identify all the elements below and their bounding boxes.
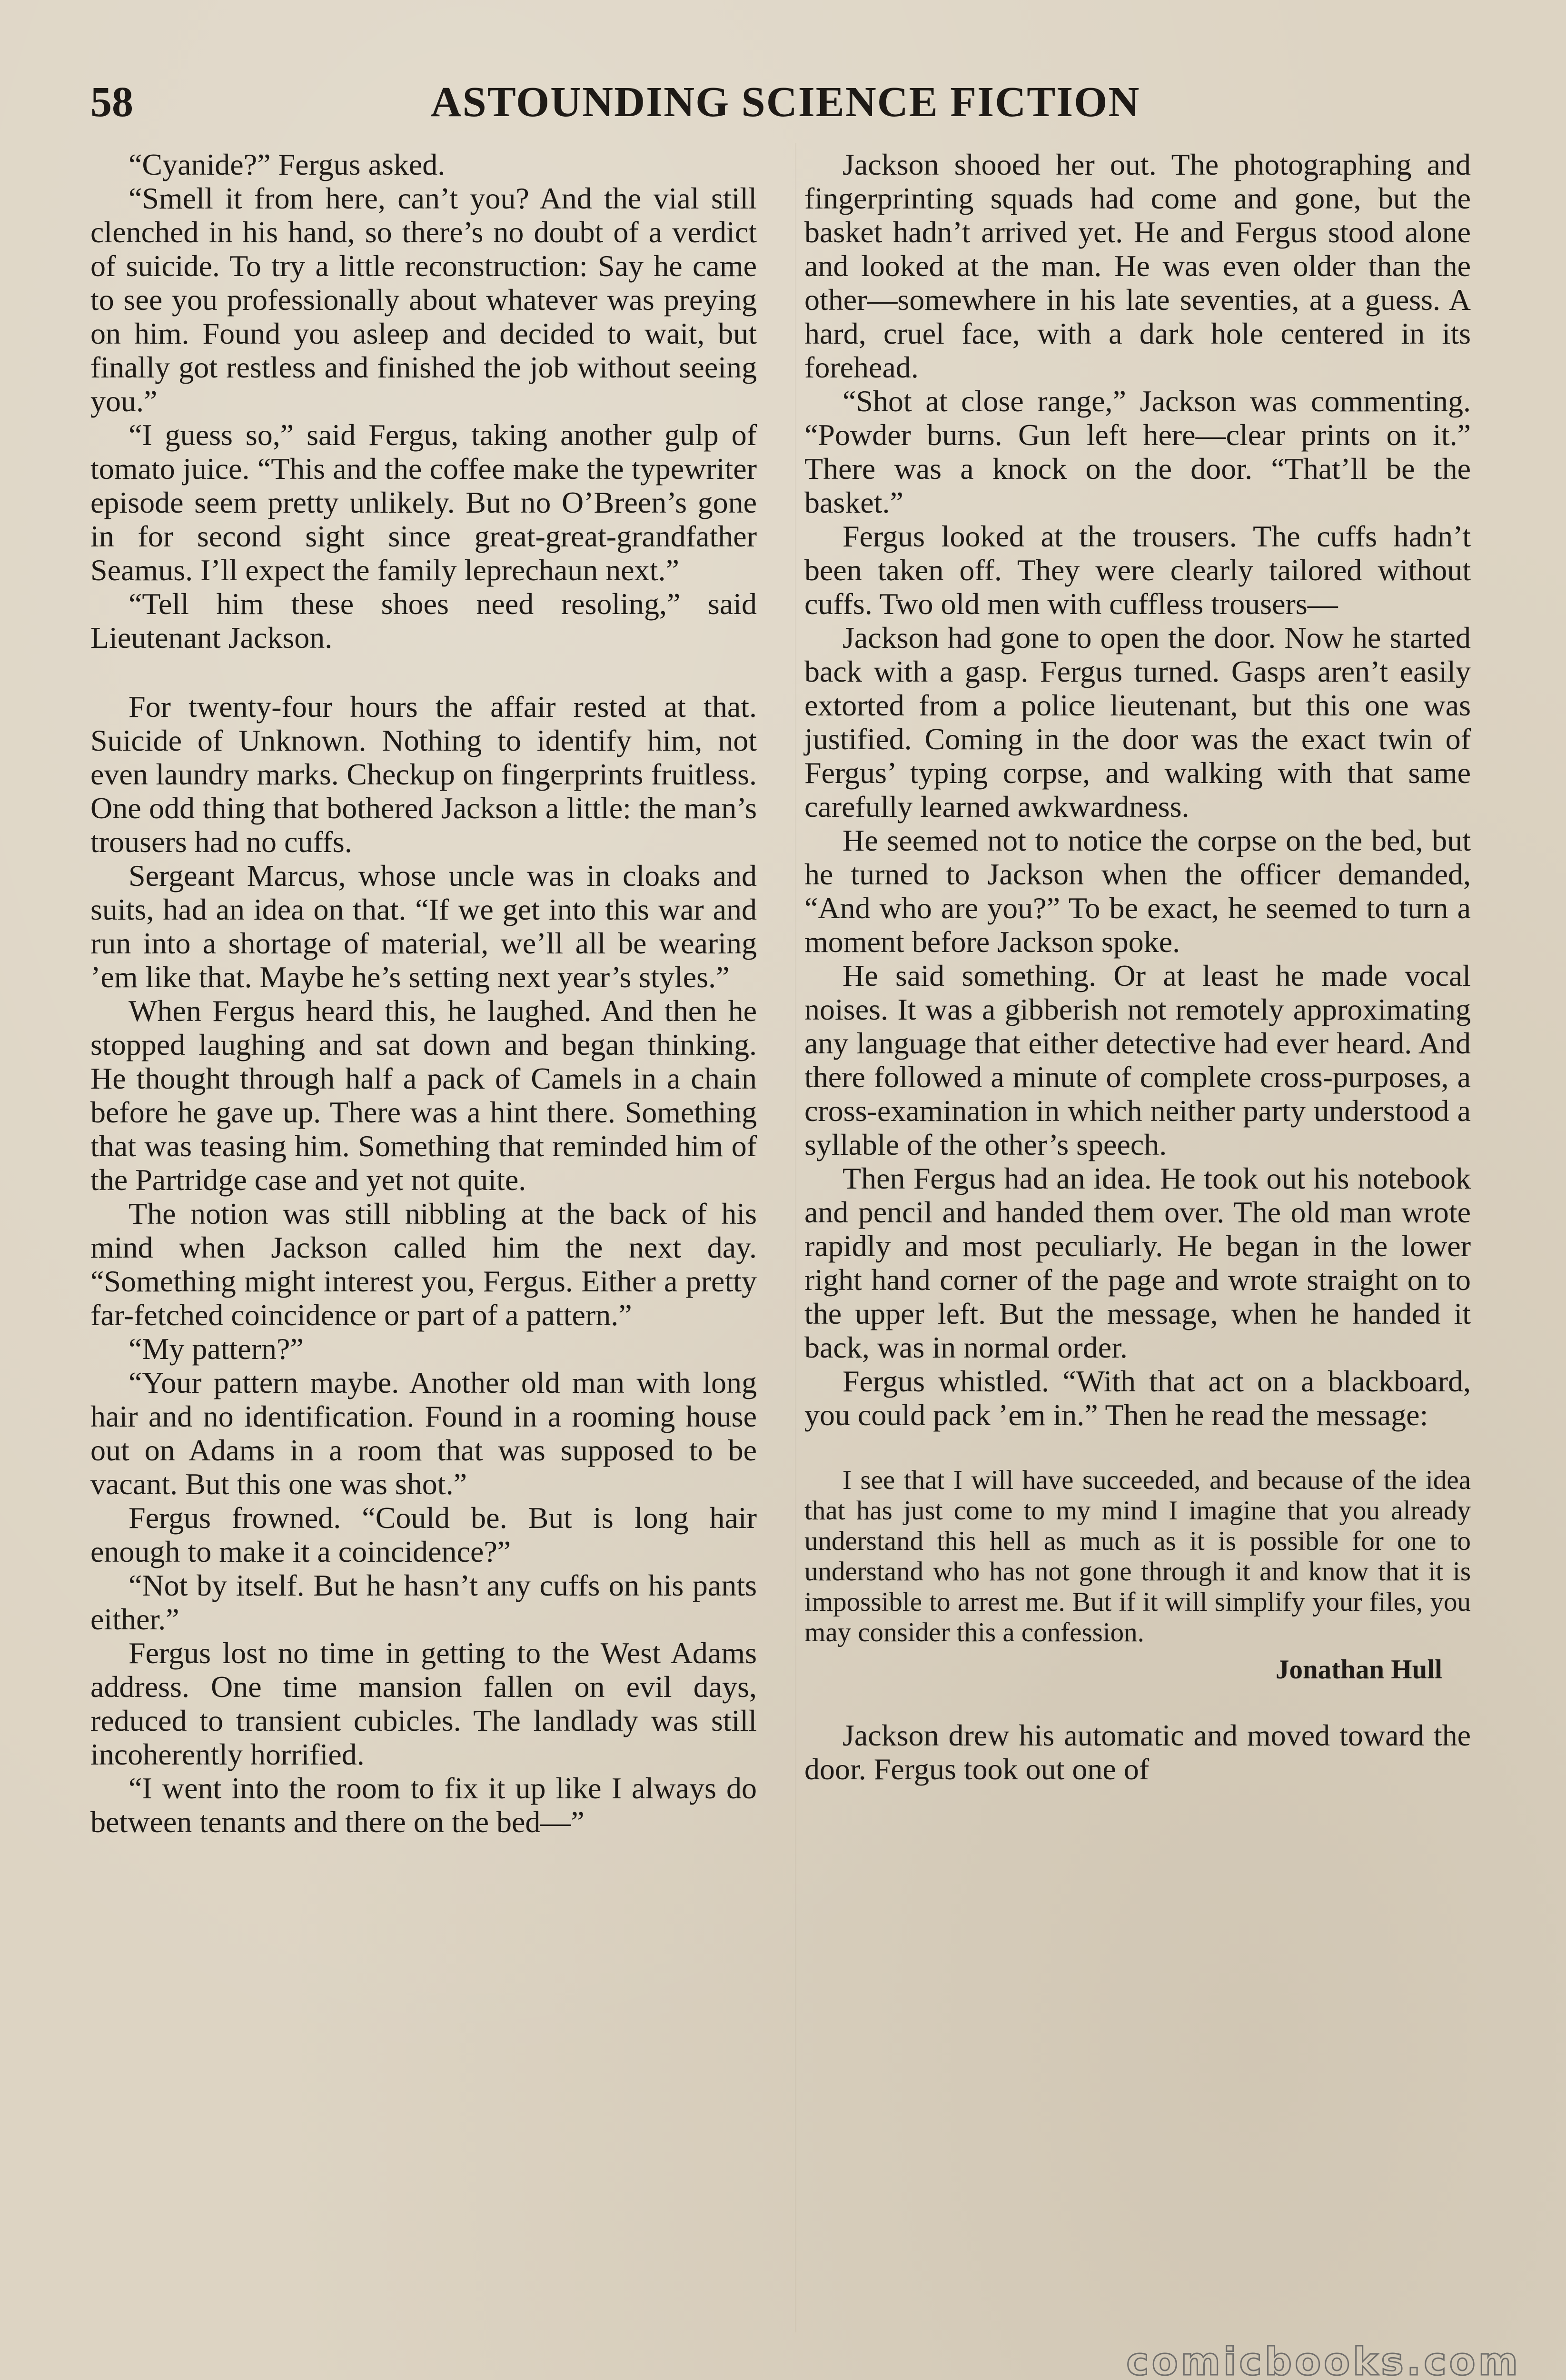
letter-body: I see that I will have succeeded, and because of the idea that has just come to my mind I imagine that you already understand this hell as much as it is possible for one to understand who has not gone through it and know that it is impossible to arrest me. But if it will simplify your files, you may consider this a confession. xyxy=(804,1465,1471,1647)
paragraph: “Cyanide?” Fergus asked. xyxy=(129,148,446,181)
paragraph: “I went into the room to fix it up like I always do between tenants and there on the bed—” xyxy=(90,1771,757,1839)
paragraph: Jackson shooed her out. The photographing and fingerprinting squads had come and gone, but the basket hadn’t arrived yet. He and Fergus stood alone and looked at the man. He was even older than the other—somewhere in his late seventies, at a guess. A hard, cruel face, with a dark hole centered in its forehead. xyxy=(804,148,1471,384)
paragraph: He seemed not to notice the corpse on the bed, but he turned to Jackson when the officer demanded, “And who are you?” To be exact, he seemed to turn a moment before Jackson spoke. xyxy=(804,823,1471,959)
paragraph: “Tell him these shoes need resoling,” said Lieutenant Jackson. xyxy=(90,587,757,654)
paragraph: “Not by itself. But he hasn’t any cuffs on his pants either.” xyxy=(90,1568,757,1636)
paragraph: Then Fergus had an idea. He took out his notebook and pencil and handed them over. The old man wrote rapidly and most peculiarly. He began in the lower right hand corner of the page and wrote straight on to the upper left. But the message, when he handed it back, was in normal order. xyxy=(804,1161,1471,1364)
letter-signature: Jonathan Hull xyxy=(1275,1655,1442,1685)
page-header xyxy=(90,71,1480,133)
paragraph: Sergeant Marcus, whose uncle was in cloaks and suits, had an idea on that. “If we get into this war and run into a shortage of material, we’ll all be wearing ’em like that. Maybe he’s setting next year’s styles.” xyxy=(90,859,757,994)
paragraph: Fergus lost no time in getting to the West Adams address. One time mansion fallen on evil days, reduced to transient cubicles. The landlady was still incoherently horrified. xyxy=(90,1636,757,1771)
page-number: 58 xyxy=(90,79,133,126)
paragraph: “Smell it from here, can’t you? And the vial still clenched in his hand, so there’s no doubt of a verdict of suicide. To try a little reconstruction: Say he came to see you professionally about whatever was preying on him. Found you asleep and decided to wait, but finally got restless and finished the job without seeing you.” xyxy=(90,181,757,418)
left-column xyxy=(90,148,757,1839)
paragraph: Jackson drew his automatic and moved toward the door. Fergus took out one of xyxy=(804,1718,1471,1786)
site-watermark: comicbooks.com xyxy=(1126,2340,1521,2380)
paragraph: The notion was still nibbling at the back of his mind when Jackson called him the next day. “Something might interest you, Fergus. Either a pretty far-fetched coincidence or part of a pattern.” xyxy=(90,1197,757,1332)
paragraph: Fergus whistled. “With that act on a blackboard, you could pack ’em in.” Then he read the message: xyxy=(804,1364,1471,1432)
confession-letter xyxy=(804,1465,1471,1685)
right-column xyxy=(804,148,1471,1786)
paragraph: For twenty-four hours the affair rested at that. Suicide of Unknown. Nothing to identify him, not even laundry marks. Checkup on fingerprints fruitless. One odd thing that bothered Jackson a little: the man’s trousers had no cuffs. xyxy=(90,690,757,859)
running-title: ASTOUNDING SCIENCE FICTION xyxy=(430,79,1140,126)
paragraph: Fergus frowned. “Could be. But is long hair enough to make it a coincidence?” xyxy=(90,1501,757,1568)
paragraph: “My pattern?” xyxy=(129,1332,304,1366)
paragraph: Fergus looked at the trousers. The cuffs hadn’t been taken off. They were clearly tailored without cuffs. Two old men with cuffless trousers— xyxy=(804,519,1471,621)
paragraph: “Your pattern maybe. Another old man with long hair and no identification. Found in a rooming house out on Adams in a room that was supposed to be vacant. But this one was shot.” xyxy=(90,1366,757,1501)
paragraph: Jackson had gone to open the door. Now he started back with a gasp. Fergus turned. Gasps aren’t easily extorted from a police lieutenant, but this one was justified. Coming in the door was the exact twin of Fergus’ typing corpse, and walking with that same carefully learned awkwardness. xyxy=(804,621,1471,823)
paragraph: “I guess so,” said Fergus, taking another gulp of tomato juice. “This and the coffee make the typewriter episode seem pretty unlikely. But no O’Breen’s gone in for second sight since great-great-grandfather Seamus. I’ll expect the family leprechaun next.” xyxy=(90,418,757,587)
paragraph: When Fergus heard this, he laughed. And then he stopped laughing and sat down and began thinking. He thought through half a pack of Camels in a chain before he gave up. There was a hint there. Something that was teasing him. Something that reminded him of the Partridge case and yet not quite. xyxy=(90,994,757,1197)
paragraph: He said something. Or at least he made vocal noises. It was a gibberish not remotely approximating any language that either detective had ever heard. And there followed a minute of complete cross-purposes, a cross-examination in which neither party understood a syllable of the other’s speech. xyxy=(804,959,1471,1161)
column-gutter xyxy=(795,143,796,2332)
paragraph: “Shot at close range,” Jackson was commenting. “Powder burns. Gun left here—clear prints on it.” There was a knock on the door. “That’ll be the basket.” xyxy=(804,384,1471,519)
